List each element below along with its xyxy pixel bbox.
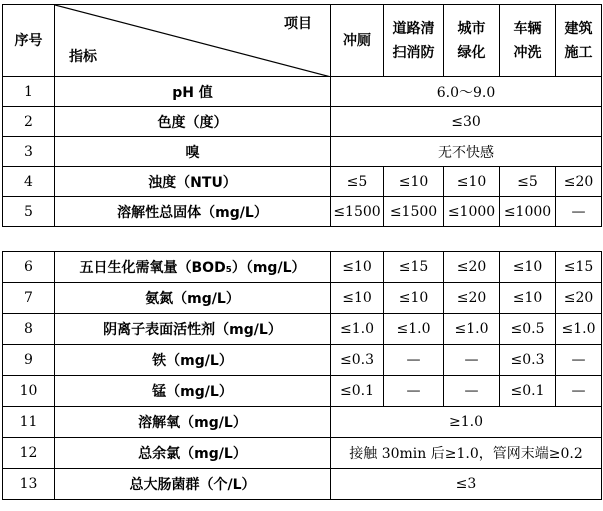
value-cell: ≤15 (556, 252, 602, 283)
merged-value: 接触 30min 后≥1.0，管网末端≥0.2 (331, 438, 602, 469)
value-cell: ≤10 (444, 167, 500, 197)
value-cell: ≤0.3 (331, 345, 384, 376)
indicator-name: 五日生化需氧量（BOD₅）（mg/L） (55, 252, 331, 283)
indicator-name: 溶解性总固体（mg/L） (55, 197, 331, 227)
value-cell: ≤15 (384, 252, 444, 283)
header-col-car-l1: 车辆 (513, 20, 542, 37)
header-indicator: 指标 (69, 49, 97, 65)
table-row (3, 167, 602, 197)
table-row (3, 345, 602, 376)
indicator-name: 锰（mg/L） (55, 376, 331, 407)
value-cell: ≤0.1 (331, 376, 384, 407)
table-row (3, 252, 602, 283)
value-cell: ≤0.3 (500, 345, 556, 376)
value-cell: ≤0.5 (500, 314, 556, 345)
value-cell: ≤1000 (444, 197, 500, 227)
indicator-name: pH 值 (55, 77, 331, 107)
table-row (3, 376, 602, 407)
header-col-green-l2: 绿化 (457, 44, 486, 61)
row-number: 4 (3, 167, 55, 197)
indicator-name: 浊度（NTU） (55, 167, 331, 197)
header-col-green (444, 5, 500, 77)
header-item: 项目 (284, 16, 312, 32)
value-cell: ≤20 (444, 283, 500, 314)
header-col-car (500, 5, 556, 77)
header-col-road (384, 5, 444, 77)
value-cell: ≤5 (331, 167, 384, 197)
value-cell: ≤1.0 (444, 314, 500, 345)
header-no: 序号 (3, 5, 55, 77)
value-cell: ≤10 (384, 283, 444, 314)
value-cell: ≤1000 (500, 197, 556, 227)
merged-value: ≤30 (331, 107, 602, 137)
row-number: 3 (3, 137, 55, 167)
value-cell: ≤10 (331, 283, 384, 314)
value-cell: ≤1.0 (384, 314, 444, 345)
row-number: 8 (3, 314, 55, 345)
header-col-toilet (331, 5, 384, 77)
header-corner (55, 5, 331, 77)
value-cell: — (556, 197, 602, 227)
table-row (3, 438, 602, 469)
row-number: 6 (3, 252, 55, 283)
merged-value: ≤3 (331, 469, 602, 500)
merged-value: ≥1.0 (331, 407, 602, 438)
value-cell: ≤0.1 (500, 376, 556, 407)
table-row (3, 77, 602, 107)
value-cell: ≤10 (500, 283, 556, 314)
quality-table-part2 (2, 251, 602, 500)
merged-value: 无不快感 (331, 137, 602, 167)
value-cell: — (444, 345, 500, 376)
value-cell: ≤1500 (331, 197, 384, 227)
row-number: 7 (3, 283, 55, 314)
indicator-name: 氨氮（mg/L） (55, 283, 331, 314)
indicator-name: 阴离子表面活性剂（mg/L） (55, 314, 331, 345)
value-cell: ≤20 (444, 252, 500, 283)
value-cell: ≤10 (500, 252, 556, 283)
header-col-road-l2: 扫消防 (392, 44, 435, 61)
quality-table-part1 (2, 4, 602, 227)
row-number: 13 (3, 469, 55, 500)
value-cell: ≤5 (500, 167, 556, 197)
row-number: 11 (3, 407, 55, 438)
value-cell: — (384, 376, 444, 407)
header-row (3, 5, 602, 77)
row-number: 10 (3, 376, 55, 407)
indicator-name: 总大肠菌群（个/L） (55, 469, 331, 500)
value-cell: — (444, 376, 500, 407)
header-col-toilet-l1: 冲厕 (343, 32, 371, 49)
row-number: 5 (3, 197, 55, 227)
indicator-name: 嗅 (55, 137, 331, 167)
table-row (3, 283, 602, 314)
indicator-name: 总余氯（mg/L） (55, 438, 331, 469)
table-row (3, 469, 602, 500)
header-col-construction-l1: 建筑 (564, 20, 593, 37)
value-cell: ≤10 (331, 252, 384, 283)
header-col-green-l1: 城市 (457, 20, 486, 37)
indicator-name: 溶解氧（mg/L） (55, 407, 331, 438)
table-row (3, 314, 602, 345)
value-cell: ≤20 (556, 283, 602, 314)
value-cell: — (384, 345, 444, 376)
value-cell: ≤20 (556, 167, 602, 197)
header-col-road-l1: 道路清 (392, 20, 435, 37)
row-number: 1 (3, 77, 55, 107)
row-number: 9 (3, 345, 55, 376)
value-cell: ≤10 (384, 167, 444, 197)
indicator-name: 色度（度） (55, 107, 331, 137)
header-col-construction (556, 5, 602, 77)
table-row (3, 407, 602, 438)
header-col-construction-l2: 施工 (564, 44, 593, 61)
table-row (3, 137, 602, 167)
indicator-name: 铁（mg/L） (55, 345, 331, 376)
table-row (3, 197, 602, 227)
value-cell: — (556, 376, 602, 407)
table-row (3, 107, 602, 137)
row-number: 2 (3, 107, 55, 137)
value-cell: ≤1.0 (556, 314, 602, 345)
merged-value: 6.0～9.0 (331, 77, 602, 107)
value-cell: ≤1.0 (331, 314, 384, 345)
header-col-car-l2: 冲洗 (513, 44, 542, 61)
value-cell: ≤1500 (384, 197, 444, 227)
row-number: 12 (3, 438, 55, 469)
value-cell: — (556, 345, 602, 376)
